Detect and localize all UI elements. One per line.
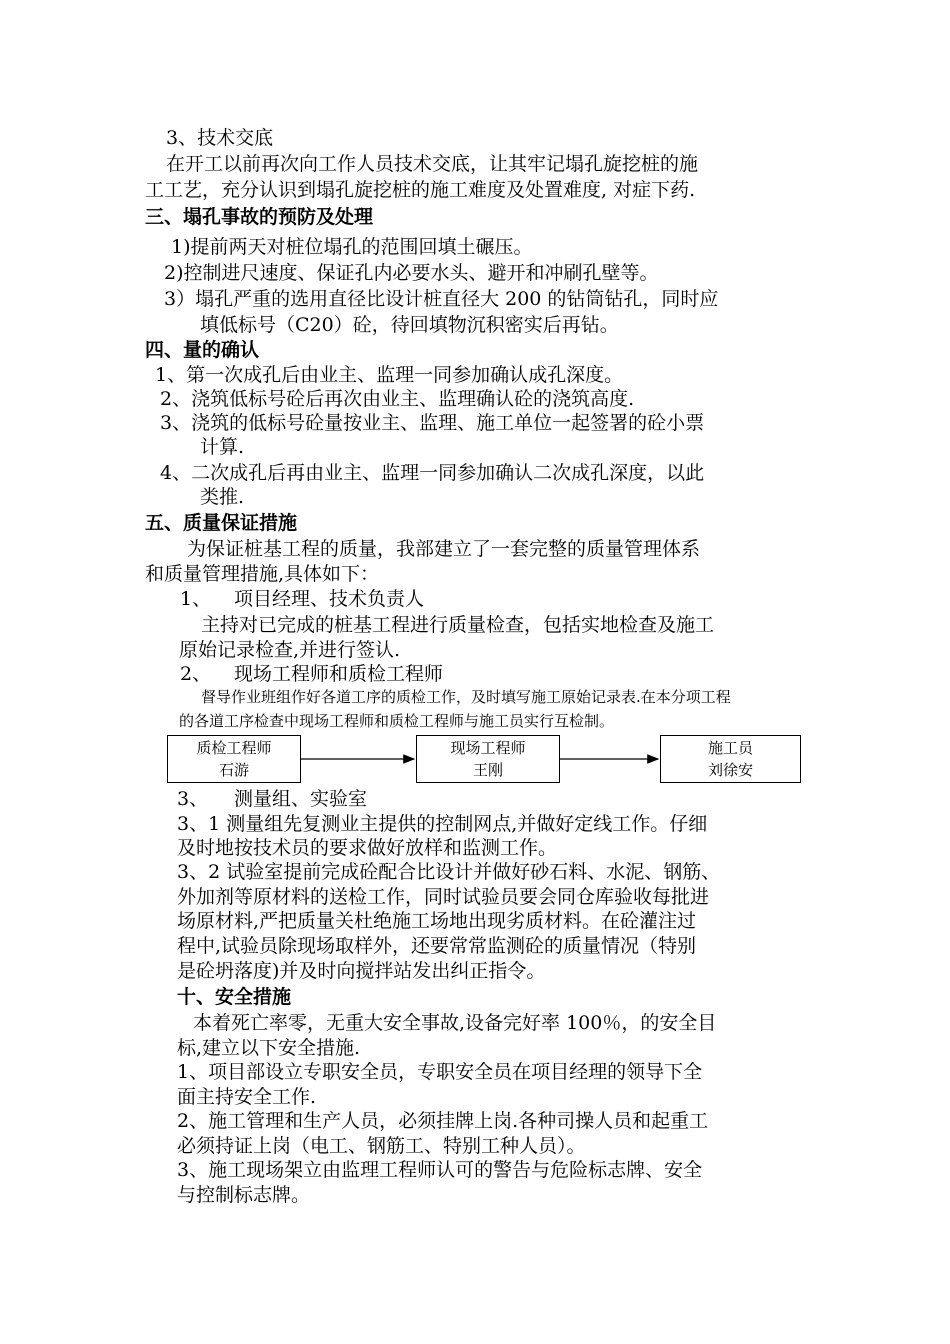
subsection-number: 2、 xyxy=(180,663,212,685)
paragraph-line: 为保证桩基工程的质量，我部建立了一套完整的质量管理体系 xyxy=(187,538,701,560)
list-item-continuation: 面主持安全工作. xyxy=(177,1086,317,1108)
list-item-continuation: 必须持证上岗（电工、钢筋工、特别工种人员）。 xyxy=(177,1135,586,1157)
paragraph-line: 标,建立以下安全措施. xyxy=(177,1037,361,1059)
list-item: 3）塌孔严重的选用直径比设计桩直径大 200 的钻筒钻孔，同时应 xyxy=(164,288,719,310)
subsection-number: 1、 xyxy=(180,588,212,610)
paragraph-line: 程中,试验员除现场取样外，还要常常监测砼的质量情况（特别 xyxy=(177,935,697,957)
list-item: 2、施工管理和生产人员，必须挂牌上岗.各种司操人员和起重工 xyxy=(177,1110,709,1132)
paragraph-line: 和质量管理措施,具体如下： xyxy=(145,563,380,585)
list-item: 1、第一次成孔后由业主、监理一同参加确认成孔深度。 xyxy=(155,364,624,386)
paragraph-line: 外加剂等原材料的送检工作，同时试验员要会同仓库验收每批进 xyxy=(177,886,710,908)
list-item: 2、浇筑低标号砼后再次由业主、监理确认砼的浇筑高度. xyxy=(160,388,635,410)
list-item-continuation: 类推. xyxy=(200,486,245,508)
list-item-continuation: 填低标号（C20）砼，待回填物沉积密实后再钻。 xyxy=(200,314,619,336)
paragraph-line: 3、2 试验室提前完成砼配合比设计并做好砂石料、水泥、钢筋、 xyxy=(177,861,721,883)
list-item: 1、项目部设立专职安全员，专职安全员在项目经理的领导下全 xyxy=(177,1061,703,1083)
paragraph-line: 在开工以前再次向工作人员技术交底，让其牢记塌孔旋挖桩的施 xyxy=(166,153,699,175)
paragraph-line: 是砼坍落度)并及时向搅拌站发出纠正指令。 xyxy=(177,960,546,982)
paragraph-line: 的各道工序检查中现场工程师和质检工程师与施工员实行互检制。 xyxy=(179,712,615,730)
subsection-title: 项目经理、技术负责人 xyxy=(234,588,425,610)
heading-quality-assurance: 五、质量保证措施 xyxy=(145,512,298,534)
list-item-continuation: 与控制标志牌。 xyxy=(177,1184,311,1206)
heading-collapse-prevention: 三、塌孔事故的预防及处理 xyxy=(145,206,374,228)
list-item: 1)提前两天对桩位塌孔的范围回填土碾压。 xyxy=(171,236,533,258)
flow-person: 王刚 xyxy=(472,761,503,779)
flow-person: 石游 xyxy=(218,761,249,779)
paragraph-line: 及时地按技术员的要求做好放样和监测工作。 xyxy=(177,837,558,859)
flow-role: 质检工程师 xyxy=(196,739,272,757)
paragraph-line: 工工艺，充分认识到塌孔旋挖桩的施工难度及处置难度, 对症下药. xyxy=(145,179,696,201)
section-title-tech-briefing: 3、技术交底 xyxy=(166,127,274,149)
flow-role: 现场工程师 xyxy=(450,739,526,757)
heading-safety-measures: 十、安全措施 xyxy=(177,986,292,1008)
paragraph-line: 原始记录检查,并进行签认. xyxy=(179,639,401,661)
flow-role: 施工员 xyxy=(707,739,753,757)
list-item: 3、施工现场架立由监理工程师认可的警告与危险标志牌、安全 xyxy=(177,1159,703,1181)
list-item: 2)控制进尺速度、保证孔内必要水头、避开和冲刷孔壁等。 xyxy=(164,262,659,284)
paragraph-line: 督导作业班组作好各道工序的质检工作，及时填写施工原始记录表.在本分项工程 xyxy=(201,688,731,706)
list-item-continuation: 计算. xyxy=(200,436,245,458)
paragraph-line: 主持对已完成的桩基工程进行质量检查，包括实地检查及施工 xyxy=(201,614,715,636)
list-item: 4、二次成孔后再由业主、监理一同参加确认二次成孔深度，以此 xyxy=(160,462,705,484)
flow-person: 刘徐安 xyxy=(707,761,753,779)
paragraph-line: 本着死亡率零，无重大安全事故,设备完好率 100％，的安全目 xyxy=(193,1012,717,1034)
paragraph-line: 场原材料,严把质量关杜绝施工场地出现劣质材料。在砼灌注过 xyxy=(177,910,697,932)
subsection-title: 测量组、实验室 xyxy=(234,788,368,810)
paragraph-line: 3、1 测量组先复测业主提供的控制网点,并做好定线工作。仔细 xyxy=(177,813,708,835)
subsection-number: 3、 xyxy=(177,788,209,810)
subsection-title: 现场工程师和质检工程师 xyxy=(234,663,444,685)
list-item: 3、浇筑的低标号砼量按业主、监理、施工单位一起签署的砼小票 xyxy=(160,412,705,434)
heading-quantity-confirmation: 四、量的确认 xyxy=(145,339,260,361)
